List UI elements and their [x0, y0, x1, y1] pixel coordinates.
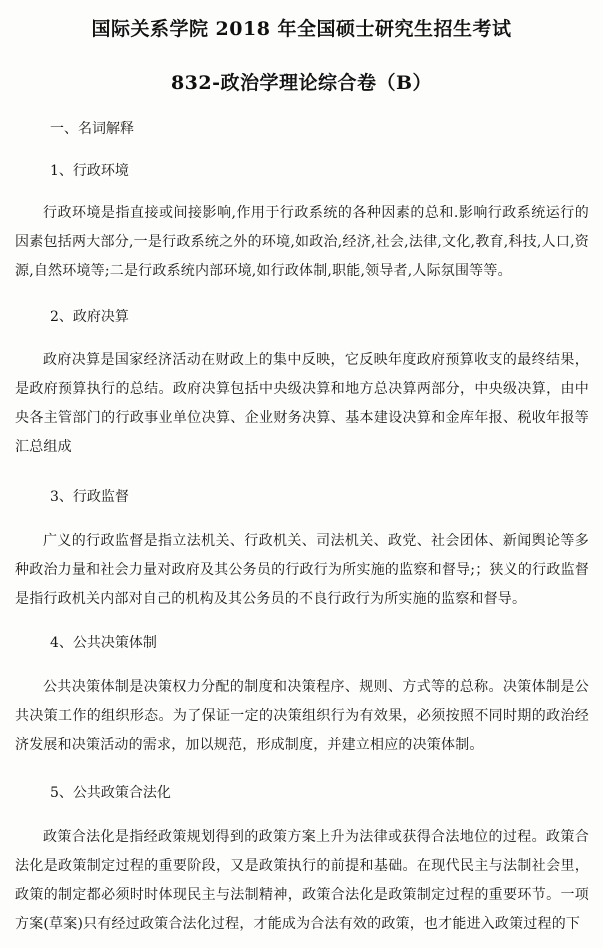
section-heading: 一、名词解释	[50, 121, 134, 137]
item-text-4: 公共决策体制是决策权力分配的制度和决策程序、规则、方式等的总称。决策体制是公共决策工作的组织形态。为了保证一定的决策组织行为有效果，必须按照不同时期的政治经济发展和决策活动的需求，加以规范，形成制度，并建立相应的决策体制。	[15, 679, 589, 753]
item-text-1: 行政环境是指直接或间接影响,作用于行政系统的各种因素的总和.影响行政系统运行的因素包括两大部分,一是行政系统之外的环境,如政治,经济,社会,法律,文化,教育,科技,人口,资源,自然环境等;二是行政系统内部环境,如行政体制,职能,领导者,人际氛围等等。	[15, 205, 589, 279]
item-heading-2: 2、政府决算	[50, 309, 129, 325]
document-subtitle: 832-政治学理论综合卷（B）	[170, 72, 433, 94]
document-title: 国际关系学院 2018 年全国硕士研究生招生考试	[91, 18, 512, 40]
item-heading-1: 1、行政环境	[50, 163, 129, 179]
item-text-5: 政策合法化是指经政策规划得到的政策方案上升为法律或获得合法地位的过程。政策合法化是政策制定过程的重要阶段，又是政策执行的前提和基础。在现代民主与法制社会里，政策的制定都必须时时体现民主与法制精神，政策合法化是政策制定过程的重要环节。一项方案(草案)只有经过政策合法化过程，才能成为合法有效的政策，也才能进入政策过程的下	[15, 829, 589, 932]
item-heading-4: 4、公共决策体制	[50, 635, 157, 651]
item-text-3: 广义的行政监督是指立法机关、行政机关、司法机关、政党、社会团体、新闻舆论等多种政治力量和社会力量对政府及其公务员的行政行为所实施的监察和督导;；狭义的行政监督是指行政机关内部对自己的机构及其公务员的不良行政行为所实施的监察和督导。	[15, 533, 589, 607]
item-heading-5: 5、公共政策合法化	[50, 785, 171, 801]
item-heading-3: 3、行政监督	[50, 489, 129, 505]
item-text-2: 政府决算是国家经济活动在财政上的集中反映，它反映年度政府预算收支的最终结果，是政府预算执行的总结。政府决算包括中央级决算和地方总决算两部分，中央级决算，由中央各主管部门的行政事业单位决算、企业财务决算、基本建设决算和金库年报、税收年报等汇总组成	[15, 352, 589, 455]
